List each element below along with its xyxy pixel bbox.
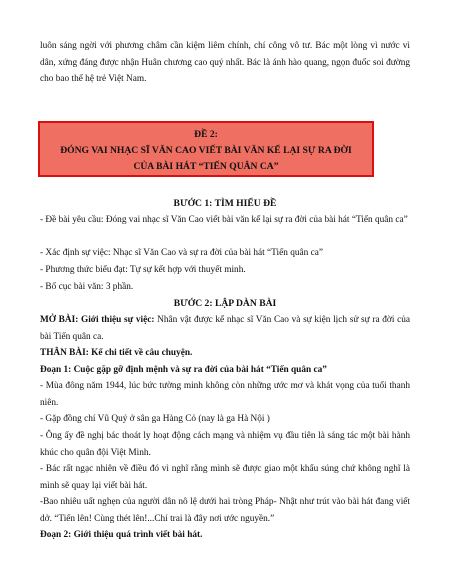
doan1-heading: Đoạn 1: Cuộc gặp gỡ định mệnh và sự ra đời của bài hát “Tiến quân ca”: [40, 365, 327, 375]
step1-item: - Xác định sự việc: Nhạc sĩ Văn Cao và sự ra đời của bài hát “Tiến quân ca”: [40, 248, 323, 258]
doan1-item: - Gặp đồng chí Vũ Quý ở sân ga Hàng Cỏ (nay là ga Hà Nội ): [40, 414, 270, 424]
step1-item: - Đề bài yêu cầu: Đóng vai nhạc sĩ Văn Cao viết bài văn kể lại sự ra đời của bài hát “Tiến quân ca”: [40, 215, 408, 225]
doan1-item: - Mùa đông năm 1944, lúc bức tường minh không còn những ước mơ và khát vọng của tuổi thanh niên.: [40, 381, 410, 408]
topic-title-box: [38, 121, 374, 177]
intro-paragraph: luôn sáng ngời với phương châm cần kiệm liêm chính, chí công vô tư. Bác một lòng vì nước vì dân, xứng đáng được nhận Huân chương cao quý nhất. Bác là ánh hào quang, ngọn đuốc soi đường cho bao thế hệ trẻ Việt Nam.: [40, 41, 410, 84]
step2-heading: BƯỚC 2: LẬP DÀN BÀI: [173, 298, 277, 309]
step1-heading: BƯỚC 1: TÌM HIỂU ĐỀ: [173, 198, 277, 209]
doan1-item: - Bác rất ngạc nhiên về điều đó vì nghĩ rằng mình sẽ được giao một khẩu súng chứ không nghĩ là mình sẽ quay lại viết bài hát.: [40, 464, 410, 491]
mo-bai-text: Nhân vật được kể nhạc sĩ Văn Cao và sự kiện lịch sử sự ra đời của bài Tiến quân ca.: [40, 315, 410, 342]
doan1-item: -Bao nhiêu uất nghẹn của người dân nô lệ dưới hai tròng Pháp- Nhật như trút vào bài hát đang viết dở. “Tiến lên! Cùng thét lên!...Chí trai là đây nơi ước nguyền.”: [40, 497, 410, 524]
doan2-heading: Đoạn 2: Giới thiệu quá trình viết bài hát.: [40, 530, 203, 540]
than-bai-heading: THÂN BÀI: Kể chi tiết về câu chuyện.: [40, 348, 193, 358]
mo-bai-label: MỞ BÀI: Giới thiệu sự việc:: [40, 315, 155, 325]
topic-title-line-1: ĐÓNG VAI NHẠC SĨ VĂN CAO VIẾT BÀI VĂN KỂ LẠI SỰ RA ĐỜI: [60, 145, 352, 156]
step1-item: - Phương thức biểu đạt: Tự sự kết hợp với thuyết minh.: [40, 265, 246, 275]
topic-title-line-2: CỦA BÀI HÁT “TIẾN QUÂN CA”: [133, 161, 279, 172]
doan1-item: - Ông ấy đề nghị bác thoát ly hoạt động cách mạng và nhiệm vụ đầu tiên là sáng tác một bài hành khúc cho quân đội Việt Minh.: [40, 431, 410, 458]
mo-bai-paragraph: [40, 312, 410, 345]
step1-item: - Bố cục bài văn: 3 phần.: [40, 282, 134, 292]
topic-number: ĐỀ 2:: [194, 129, 218, 140]
